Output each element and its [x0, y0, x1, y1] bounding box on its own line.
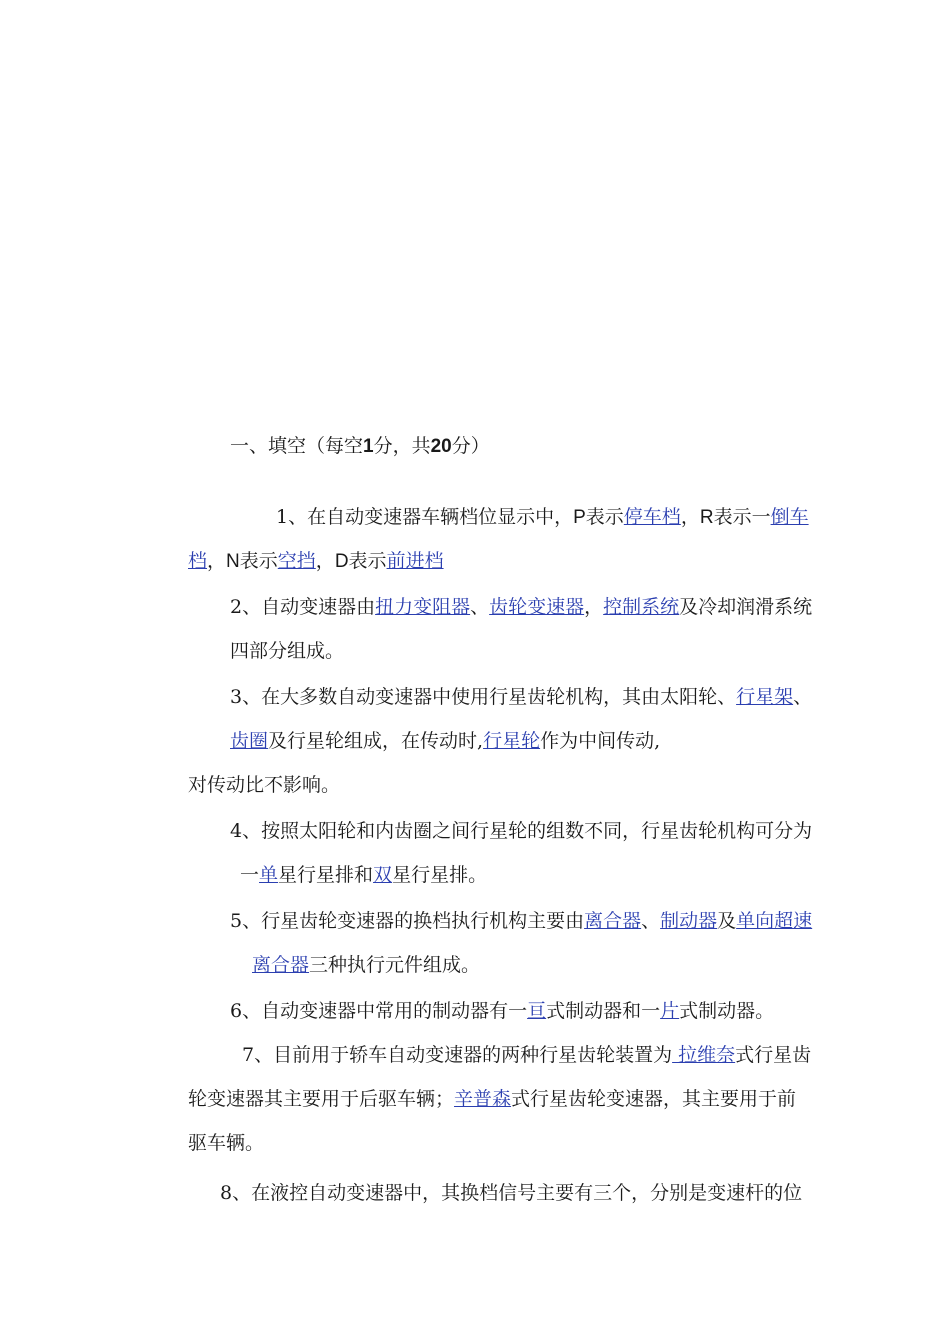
answer-reverse: 倒车 — [770, 506, 809, 528]
answer-drive: 前进档 — [386, 550, 444, 572]
section-heading: 一、填空（每空1分，共20分） — [230, 435, 490, 457]
answer-neutral: 空挡 — [277, 550, 316, 572]
answer-parking: 停车档 — [623, 506, 681, 528]
